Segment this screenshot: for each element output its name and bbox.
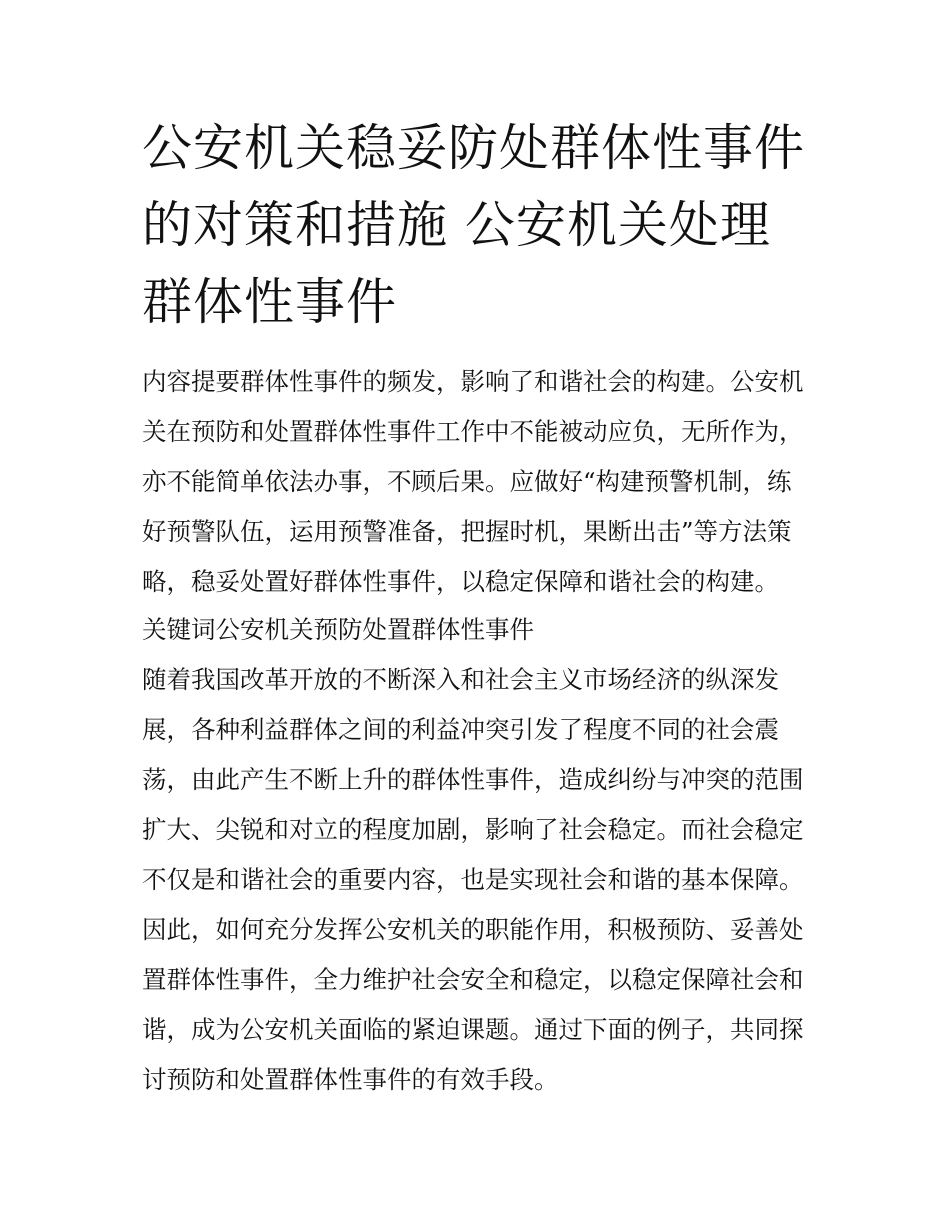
document-page bbox=[142, 110, 812, 1105]
abstract-paragraph: 内容提要群体性事件的频发，影响了和谐社会的构建。公安机关在预防和处置群体性事件工作中不能被动应负，无所作为，亦不能简单依法办事，不顾后果。应做好“构建预警机制，练好预警队伍，运用预警准备，把握时机，果断出击”等方法策略，稳妥处置好群体性事件，以稳定保障和谐社会的构建。 bbox=[142, 367, 804, 596]
keywords-line: 关键词公安机关预防处置群体性事件 bbox=[142, 615, 534, 644]
document-title: 公安机关稳妥防处群体性事件的对策和措施 公安机关处理群体性事件 bbox=[142, 119, 805, 331]
body-paragraph: 随着我国改革开放的不断深入和社会主义市场经济的纵深发展，各种利益群体之间的利益冲突引发了程度不同的社会震荡，由此产生不断上升的群体性事件，造成纠纷与冲突的范围扩大、尖锐和对立的程度加剧，影响了社会稳定。而社会稳定不仅是和谐社会的重要内容，也是实现社会和谐的基本保障。因此，如何充分发挥公安机关的职能作用，积极预防、妥善处置群体性事件，全力维护社会安全和稳定，以稳定保障社会和谐，成为公安机关面临的紧迫课题。通过下面的例子，共同探讨预防和处置群体性事件的有效手段。 bbox=[142, 665, 804, 1094]
